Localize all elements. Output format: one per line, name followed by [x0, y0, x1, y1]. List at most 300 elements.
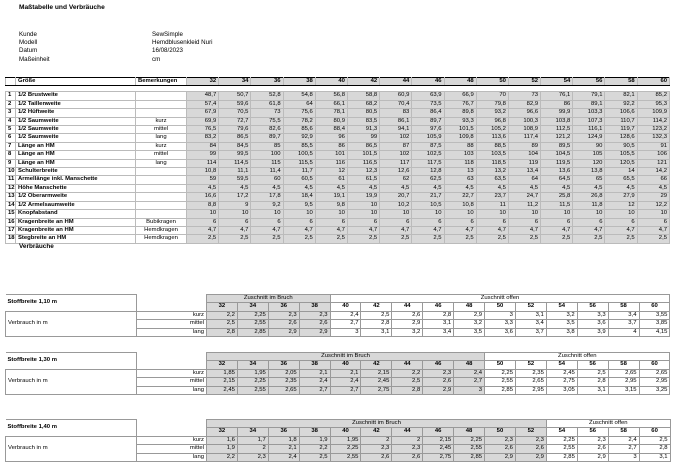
table-cell: 96,8	[476, 117, 508, 125]
table-cell: 103,8	[541, 117, 573, 125]
table-cell: 89,8	[444, 109, 476, 117]
table-cell: 10,2	[380, 201, 412, 209]
usage-table	[5, 294, 670, 337]
table-cell: 3,5	[546, 320, 577, 328]
table-cell: 3,1	[361, 328, 392, 336]
size-header-cell: 32	[207, 361, 238, 369]
table-cell: 6	[251, 218, 283, 226]
size-header-cell: 50	[485, 361, 516, 369]
table-cell: 96,6	[508, 109, 540, 117]
table-cell: 3,6	[577, 320, 608, 328]
row-number: 3	[6, 109, 16, 117]
size-header-cell: 32	[207, 303, 238, 311]
table-cell: 91,3	[347, 126, 379, 134]
table-cell: 103	[444, 151, 476, 159]
table-cell: 12,3	[347, 168, 379, 176]
table-cell: 10	[412, 210, 444, 218]
table-cell: 2,65	[639, 369, 670, 377]
row-remark: Hemdkragen	[136, 226, 187, 234]
table-cell: 11,1	[219, 168, 251, 176]
row-number: 2	[6, 100, 16, 108]
table-cell: 90,5	[605, 142, 637, 150]
table-cell: 18,4	[283, 193, 315, 201]
table-cell: 105,9	[412, 134, 444, 142]
table-cell: 66,1	[315, 100, 347, 108]
row-label: 1/2 Brustweite	[16, 92, 136, 100]
meta-value: cm	[152, 55, 161, 63]
table-cell: 19,9	[347, 193, 379, 201]
size-header-cell: 58	[608, 303, 639, 311]
table-row	[6, 226, 670, 234]
table-cell: 2,75	[361, 386, 392, 394]
table-cell: 2,25	[454, 436, 485, 444]
size-header-cell: 42	[361, 361, 392, 369]
size-header-cell: 58	[608, 428, 639, 436]
row-remark: kurz	[137, 311, 207, 319]
table-cell: 2,6	[392, 311, 423, 319]
table-cell: 2,6	[268, 320, 299, 328]
table-cell: 10	[347, 201, 379, 209]
table-cell: 3,2	[392, 328, 423, 336]
table-cell: 2,6	[485, 445, 516, 453]
row-remark	[136, 109, 187, 117]
size-header-cell: 44	[392, 303, 423, 311]
table-cell: 2,55	[485, 378, 516, 386]
table-cell: 10,8	[444, 201, 476, 209]
cut-fold-header: Zuschnitt im Bruch	[207, 420, 547, 428]
table-cell: 132,3	[637, 134, 669, 142]
table-cell: 2,95	[608, 378, 639, 386]
table-cell: 3,1	[577, 386, 608, 394]
table-cell: 114,2	[637, 117, 669, 125]
table-cell: 86	[315, 142, 347, 150]
table-cell: 2,3	[392, 445, 423, 453]
table-row	[6, 218, 670, 226]
table-cell: 82,6	[251, 126, 283, 134]
size-header-cell: 58	[608, 361, 639, 369]
table-cell: 89,5	[541, 142, 573, 150]
table-cell: 100,5	[283, 151, 315, 159]
table-cell: 2,55	[546, 445, 577, 453]
size-header-cell: 42	[361, 303, 392, 311]
table-cell: 2,25	[237, 311, 268, 319]
table-cell: 10	[251, 210, 283, 218]
table-cell: 2,45	[207, 386, 238, 394]
usage-row-label: Verbrauch in m	[6, 369, 137, 394]
table-cell: 2,9	[485, 453, 516, 461]
table-cell: 61	[315, 176, 347, 184]
row-remark: kurz	[136, 142, 187, 150]
table-cell: 2,15	[423, 436, 454, 444]
table-cell: 2,5	[187, 235, 219, 243]
table-cell: 109,9	[637, 109, 669, 117]
table-cell: 2,35	[268, 378, 299, 386]
row-number: 14	[6, 201, 16, 209]
table-cell: 106,6	[605, 109, 637, 117]
table-cell: 67,9	[187, 109, 219, 117]
table-cell: 85	[251, 142, 283, 150]
table-cell: 2,5	[251, 235, 283, 243]
table-cell: 2,7	[330, 320, 361, 328]
table-cell: 84	[187, 142, 219, 150]
size-header-cell: 36	[268, 428, 299, 436]
table-cell: 2,4	[454, 369, 485, 377]
table-cell: 11,4	[251, 168, 283, 176]
table-cell: 3,25	[639, 386, 670, 394]
row-label: 1/2 Saumweite	[16, 126, 136, 134]
table-cell: 61,5	[347, 176, 379, 184]
table-cell: 3,5	[454, 328, 485, 336]
fabric-width-label: Stoffbreite 1,10 m	[6, 295, 137, 312]
table-cell: 69,9	[187, 117, 219, 125]
table-cell: 2,3	[299, 311, 330, 319]
table-cell: 2,5	[605, 235, 637, 243]
size-header-cell: 40	[330, 303, 361, 311]
table-cell: 4,7	[219, 226, 251, 234]
table-cell: 6	[219, 218, 251, 226]
table-cell: 2,55	[454, 445, 485, 453]
table-cell: 27,9	[605, 193, 637, 201]
table-row	[6, 176, 670, 184]
table-cell: 11,8	[573, 201, 605, 209]
size-header-cell: 38	[299, 428, 330, 436]
table-cell: 59,5	[219, 176, 251, 184]
table-cell: 88,4	[315, 126, 347, 134]
table-cell: 11,7	[283, 168, 315, 176]
table-cell: 2,75	[423, 453, 454, 461]
row-label: Höhe Manschette	[16, 184, 136, 192]
table-cell: 3,2	[454, 320, 485, 328]
table-cell: 2,7	[299, 386, 330, 394]
table-cell: 75,5	[251, 117, 283, 125]
row-number: 1	[6, 92, 16, 100]
table-cell: 4,5	[637, 184, 669, 192]
size-header-cell: 40	[330, 361, 361, 369]
table-cell: 10	[605, 210, 637, 218]
table-cell: 72,7	[219, 117, 251, 125]
size-header-cell: 44	[392, 428, 423, 436]
row-remark	[136, 201, 187, 209]
table-row	[6, 134, 670, 142]
table-cell: 2,65	[268, 386, 299, 394]
table-cell: 105,2	[476, 126, 508, 134]
size-header-cell: 38	[299, 303, 330, 311]
row-remark: mittel	[137, 320, 207, 328]
table-cell: 118	[444, 159, 476, 167]
table-cell: 4,5	[605, 184, 637, 192]
size-header-cell: 40	[315, 78, 347, 86]
table-cell: 87	[380, 142, 412, 150]
table-cell: 10	[283, 210, 315, 218]
table-cell: 2,5	[577, 369, 608, 377]
table-cell: 105	[573, 151, 605, 159]
table-cell: 2,2	[207, 453, 238, 461]
table-cell: 4,7	[508, 226, 540, 234]
size-header-cell: 38	[283, 78, 315, 86]
table-cell: 9,2	[251, 201, 283, 209]
table-cell: 120	[573, 159, 605, 167]
table-cell: 4,7	[541, 226, 573, 234]
table-row	[6, 142, 670, 150]
table-cell: 9	[219, 201, 251, 209]
table-cell: 123,2	[637, 126, 669, 134]
table-cell: 2,9	[268, 328, 299, 336]
table-row	[6, 117, 670, 125]
size-header-cell: 42	[361, 428, 392, 436]
table-cell: 3,9	[577, 328, 608, 336]
size-header-cell: 48	[454, 303, 485, 311]
table-cell: 48,7	[187, 92, 219, 100]
table-cell: 119	[508, 159, 540, 167]
table-cell: 2,35	[515, 369, 546, 377]
size-col-header: Größe	[16, 78, 136, 86]
table-cell: 20,7	[380, 193, 412, 201]
table-cell: 10,5	[412, 201, 444, 209]
table-cell: 10	[219, 210, 251, 218]
table-cell: 79,1	[573, 92, 605, 100]
table-cell: 2,45	[361, 378, 392, 386]
table-cell: 101	[315, 151, 347, 159]
size-header-cell: 50	[485, 303, 516, 311]
table-cell: 2,1	[299, 369, 330, 377]
table-cell: 3	[454, 386, 485, 394]
meta-value: 16/08/2023	[152, 47, 183, 55]
table-cell: 2,65	[608, 369, 639, 377]
table-cell: 104,5	[541, 151, 573, 159]
table-cell: 2,3	[577, 436, 608, 444]
table-cell: 86,1	[380, 117, 412, 125]
table-cell: 2,85	[546, 453, 577, 461]
table-cell: 10	[508, 210, 540, 218]
meta-label: Kunde	[19, 31, 37, 38]
table-cell: 4,5	[541, 184, 573, 192]
table-cell: 4,5	[315, 184, 347, 192]
size-header-cell: 36	[251, 78, 283, 86]
table-cell: 10	[444, 210, 476, 218]
table-cell: 83,2	[187, 134, 219, 142]
table-cell: 106	[637, 151, 669, 159]
table-cell: 57,4	[187, 100, 219, 108]
table-cell: 3	[485, 311, 516, 319]
table-cell: 4,7	[412, 226, 444, 234]
table-cell: 3,4	[515, 320, 546, 328]
table-cell: 2,5	[412, 235, 444, 243]
size-header-cell: 40	[330, 428, 361, 436]
table-cell: 4,7	[605, 226, 637, 234]
row-remark: mittel	[136, 151, 187, 159]
table-cell: 100	[251, 151, 283, 159]
table-row	[6, 369, 670, 377]
table-cell: 65	[573, 176, 605, 184]
table-cell: 79,8	[476, 100, 508, 108]
table-cell: 101,5	[444, 126, 476, 134]
row-label: Länge an HM	[16, 151, 136, 159]
size-header-row	[6, 78, 670, 86]
size-header-cell: 60	[639, 428, 670, 436]
table-cell: 2,3	[237, 453, 268, 461]
table-cell: 86,4	[412, 109, 444, 117]
table-cell: 2	[237, 445, 268, 453]
table-cell: 3,3	[577, 311, 608, 319]
table-cell: 3,1	[515, 311, 546, 319]
table-cell: 12	[315, 168, 347, 176]
usage-table	[5, 352, 670, 395]
table-cell: 60,9	[380, 92, 412, 100]
table-cell: 66	[637, 176, 669, 184]
table-cell: 17,8	[251, 193, 283, 201]
size-header-cell: 44	[380, 78, 412, 86]
table-cell: 14,2	[637, 168, 669, 176]
table-cell: 4,5	[347, 184, 379, 192]
table-cell: 70,4	[380, 100, 412, 108]
table-cell: 86,5	[219, 134, 251, 142]
table-cell: 120,5	[605, 159, 637, 167]
row-number: 11	[6, 176, 16, 184]
table-row	[6, 151, 670, 159]
table-cell: 2,8	[423, 311, 454, 319]
table-cell: 10	[380, 210, 412, 218]
row-number: 15	[6, 210, 16, 218]
size-header-cell: 36	[268, 361, 299, 369]
table-cell: 50,7	[219, 92, 251, 100]
page-title: Maßtabelle und Verbräuche	[19, 4, 105, 11]
fabric-width-label: Stoffbreite 1,40 m	[6, 420, 137, 437]
table-cell: 29	[637, 193, 669, 201]
table-cell: 2,1	[330, 369, 361, 377]
usage-row-label: Verbrauch in m	[6, 436, 137, 461]
size-header-cell: 36	[268, 303, 299, 311]
table-cell: 2,7	[608, 445, 639, 453]
table-cell: 6	[637, 218, 669, 226]
table-cell: 10	[476, 210, 508, 218]
table-cell: 4,5	[476, 184, 508, 192]
table-cell: 2,8	[577, 378, 608, 386]
row-remark	[136, 100, 187, 108]
size-header-cell: 58	[605, 78, 637, 86]
table-cell: 64	[508, 176, 540, 184]
row-label: 1/2 Saumweite	[16, 134, 136, 142]
row-label: Stegbreite an HM	[16, 235, 136, 243]
table-cell: 96	[315, 134, 347, 142]
remarks-col-header: Bemerkungen	[136, 78, 187, 86]
meta-label: Modell	[19, 39, 38, 47]
table-cell: 2,5	[637, 235, 669, 243]
table-cell: 24,7	[508, 193, 540, 201]
table-cell: 52,8	[251, 92, 283, 100]
table-cell: 75,6	[283, 109, 315, 117]
table-cell: 1,9	[207, 445, 238, 453]
table-cell: 114	[187, 159, 219, 167]
cut-fold-header: Zuschnitt im Bruch	[207, 295, 331, 303]
table-cell: 73,5	[412, 100, 444, 108]
table-cell: 2,4	[330, 311, 361, 319]
table-cell: 3,3	[485, 320, 516, 328]
table-cell: 114,5	[219, 159, 251, 167]
table-cell: 10	[541, 210, 573, 218]
size-header-cell: 32	[187, 78, 219, 86]
table-cell: 117,4	[508, 134, 540, 142]
table-cell: 16,6	[187, 193, 219, 201]
table-cell: 2,6	[577, 445, 608, 453]
table-cell: 10	[347, 210, 379, 218]
table-cell: 116	[315, 159, 347, 167]
table-cell: 82,1	[605, 92, 637, 100]
table-cell: 23,7	[476, 193, 508, 201]
size-header-cell: 46	[423, 428, 454, 436]
table-cell: 99,5	[219, 151, 251, 159]
table-cell: 3,6	[485, 328, 516, 336]
row-number: 9	[6, 159, 16, 167]
size-header-cell: 52	[515, 428, 546, 436]
size-header-cell: 42	[347, 78, 379, 86]
row-label: Länge an HM	[16, 142, 136, 150]
table-cell: 2,55	[237, 386, 268, 394]
table-cell: 112,5	[541, 126, 573, 134]
table-cell: 93,2	[476, 109, 508, 117]
size-header-cell: 48	[454, 428, 485, 436]
table-cell: 2,7	[330, 386, 361, 394]
table-cell: 3	[330, 328, 361, 336]
table-cell: 2,5	[380, 235, 412, 243]
table-cell: 95,3	[637, 100, 669, 108]
table-cell: 99	[187, 151, 219, 159]
table-cell: 2,8	[207, 328, 238, 336]
table-cell: 4,7	[283, 226, 315, 234]
meta-label: Datum	[19, 47, 38, 55]
table-cell: 22,7	[444, 193, 476, 201]
table-cell: 2,8	[639, 445, 670, 453]
table-cell: 119,7	[605, 126, 637, 134]
table-cell: 4,5	[412, 184, 444, 192]
cut-open-header: Zuschnitt offen	[485, 353, 670, 361]
table-cell: 2,6	[515, 445, 546, 453]
table-cell: 2,6	[423, 378, 454, 386]
table-row	[6, 100, 670, 108]
table-cell: 80,9	[315, 117, 347, 125]
table-cell: 13,2	[476, 168, 508, 176]
row-label: 1/2 Oberarmweite	[16, 193, 136, 201]
table-cell: 11	[476, 201, 508, 209]
size-header-cell: 60	[639, 361, 670, 369]
table-cell: 56,8	[315, 92, 347, 100]
table-cell: 3,4	[423, 328, 454, 336]
fabric-width-label: Stoffbreite 1,30 m	[6, 353, 137, 370]
row-remark: Bubikragen	[136, 218, 187, 226]
row-number: 17	[6, 226, 16, 234]
table-cell: 13,4	[508, 168, 540, 176]
table-cell: 4,7	[347, 226, 379, 234]
table-cell: 117	[380, 159, 412, 167]
table-cell: 116,1	[573, 126, 605, 134]
table-cell: 6	[315, 218, 347, 226]
table-cell: 6	[508, 218, 540, 226]
table-cell: 4,5	[219, 184, 251, 192]
table-cell: 97,6	[412, 126, 444, 134]
table-cell: 4,7	[315, 226, 347, 234]
table-cell: 100,3	[508, 117, 540, 125]
table-cell: 4,5	[508, 184, 540, 192]
table-cell: 89	[508, 142, 540, 150]
table-row	[6, 184, 670, 192]
table-cell: 2,3	[268, 311, 299, 319]
table-cell: 4,5	[187, 184, 219, 192]
table-cell: 3,15	[608, 386, 639, 394]
table-cell: 80,5	[347, 109, 379, 117]
row-label: Länge an HM	[16, 159, 136, 167]
table-cell: 2,2	[392, 369, 423, 377]
table-cell: 88	[444, 142, 476, 150]
row-remark: kurz	[137, 436, 207, 444]
